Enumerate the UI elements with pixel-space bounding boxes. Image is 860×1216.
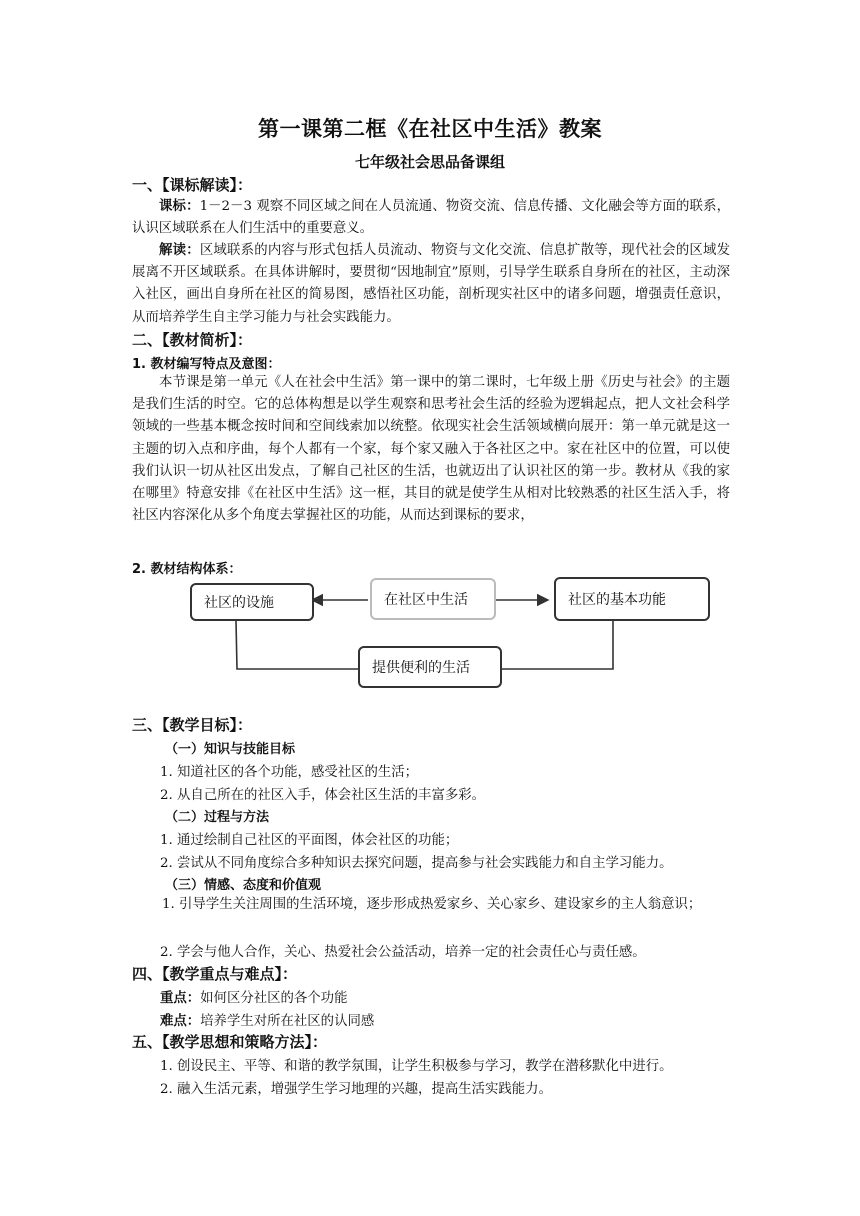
box-convenience: 提供便利的生活 <box>358 646 502 688</box>
section-2-sub-1: 1. 教材编写特点及意图： <box>132 357 281 372</box>
difficult-point-text: 培养学生对所在社区的认同感 <box>200 1014 375 1029</box>
section-2-heading: 二、【教材简析】： <box>132 331 253 349</box>
section-4-heading: 四、【教学重点与难点】： <box>132 965 298 983</box>
key-point <box>160 987 347 1006</box>
goal-attitude-heading: （三）情感、态度和价值观 <box>165 878 322 893</box>
difficult-point-label: 难点： <box>160 1014 201 1029</box>
key-point-text: 如何区分社区的各个功能 <box>200 991 348 1006</box>
section-1-paragraph-1 <box>132 196 730 240</box>
goal-knowledge-heading: （一）知识与技能目标 <box>165 742 296 757</box>
goal-knowledge-item-2: 2. 从自己所在的社区入手，体会社区生活的丰富多彩。 <box>160 788 486 803</box>
goal-process-item-2: 2. 尝试从不同角度综合多种知识去探究问题，提高参与社会实践能力和自主学习能力。 <box>160 856 673 871</box>
strategy-item-1: 1. 创设民主、平等、和谐的教学氛围，让学生积极参与学习，教学在潜移默化中进行。 <box>160 1059 673 1074</box>
difficult-point <box>160 1010 374 1029</box>
section-1-paragraph-2 <box>132 240 730 329</box>
section-5-heading: 五、【教学思想和策略方法】： <box>132 1033 328 1051</box>
connector-left-bottom <box>236 621 358 669</box>
goal-attitude-item-1: 1. 引导学生关注周围的生活环境，逐步形成热爱家乡、关心家乡、建设家乡的主人翁意识； <box>162 897 702 912</box>
box-center: 在社区中生活 <box>370 578 496 620</box>
section-3-heading: 三、【教学目标】： <box>132 716 253 734</box>
goal-attitude-item-2: 2. 学会与他人合作，关心、热爱社会公益活动，培养一定的社会责任心与责任感。 <box>160 945 646 960</box>
goal-knowledge-item-1: 1. 知道社区的各个功能，感受社区的生活； <box>160 765 419 780</box>
goal-process-item-1: 1. 通过绘制自己社区的平面图，体会社区的功能； <box>160 833 459 848</box>
section-1-heading: 一、【课标解读】： <box>132 176 253 194</box>
connector-right-bottom <box>502 621 613 669</box>
box-functions: 社区的基本功能 <box>554 577 710 621</box>
text-kebiao: 1－2－3 观察不同区域之间在人员流通、物资交流、信息传播、文化融会等方面的联系，认识区域联系在人们生活中的重要意义。 <box>132 199 731 237</box>
section-2-sub-2: 2. 教材结构体系： <box>132 562 242 577</box>
strategy-item-2: 2. 融入生活元素，增强学生学习地理的兴趣，提高生活实践能力。 <box>160 1082 552 1097</box>
label-jiedu: 解读： <box>159 243 200 258</box>
text-jiedu: 区域联系的内容与形式包括人员流动、物资与文化交流、信息扩散等，现代社会的区域发展离不开区域联系。在具体讲解时，要贯彻“因地制宜”原则，引导学生联系自身所在的社区，主动深入社区，画出自身所在社区的简易图，感悟社区功能，剖析现实社区中的诸多问题，增强责任意识，从而培养学生自主学习能力与社会实践能力。 <box>132 243 731 325</box>
key-point-label: 重点： <box>160 991 201 1006</box>
document-title: 第一课第二框《在社区中生活》教案 <box>258 117 602 141</box>
section-2-paragraph: 本节课是第一单元《人在社会中生活》第一课中的第二课时，七年级上册《历史与社会》的主题是我们生活的时空。它的总体构想是以学生观察和思考社会生活的经验为逻辑起点，把人文社会科学领域的一些基本概念按时间和空间线索加以统整。依现实社会生活领域横向展开：第一单元就是这一主题的切入点和序曲，每个人都有一个家，每个家又融入于各社区之中。家在社区中的位置，可以使我们认识一切从社区出发点，了解自己社区的生活，也就迈出了认识社区的第一步。教材从《我的家在哪里》特意安排《在社区中生活》这一框，其目的就是使学生从相对比较熟悉的社区生活入手，将社区内容深化从多个角度去掌握社区的功能，从而达到课标的要求， <box>132 375 730 524</box>
document-subtitle: 七年级社会思品备课组 <box>354 153 505 171</box>
goal-process-heading: （二）过程与方法 <box>165 810 270 825</box>
label-kebiao: 课标： <box>159 199 200 214</box>
structure-diagram <box>180 573 720 698</box>
box-facilities: 社区的设施 <box>190 583 314 621</box>
